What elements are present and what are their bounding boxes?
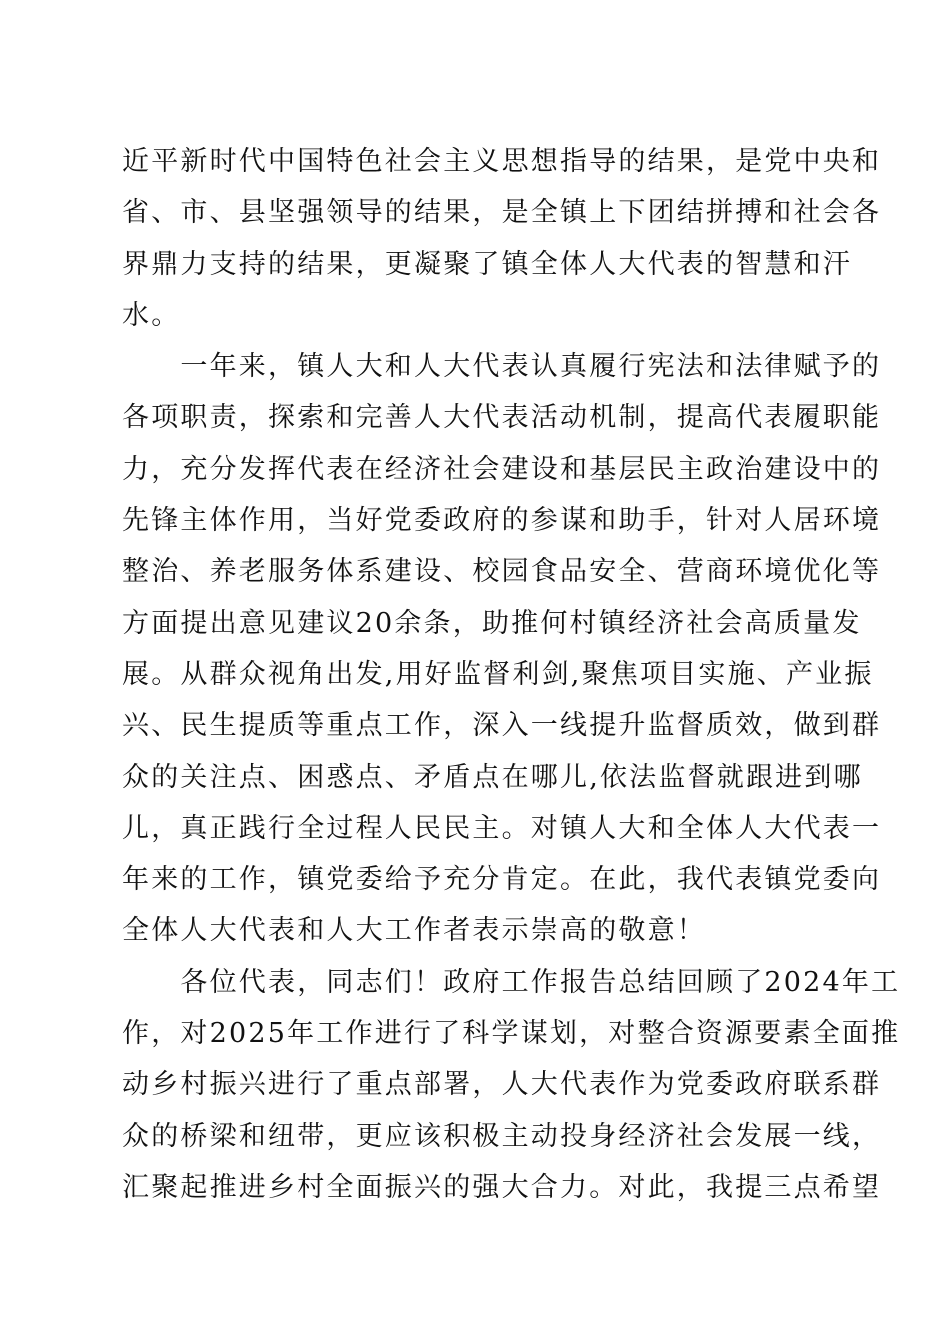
- text-line: 省、市、县坚强领导的结果，是全镇上下团结拼搏和社会各: [122, 197, 882, 229]
- text-line: 众的关注点、困惑点、矛盾点在哪儿,依法监督就跟进到哪: [122, 761, 863, 793]
- text-line: 全体人大代表和人大工作者表示崇高的敬意！: [122, 915, 706, 947]
- text-line: 年来的工作，镇党委给予充分肯定。在此，我代表镇党委向: [122, 864, 882, 896]
- text-line: 各位代表，同志们！政府工作报告总结回顾了2024年工: [122, 966, 901, 998]
- text-line: 众的桥梁和纽带，更应该积极主动投身经济社会发展一线，: [122, 1120, 882, 1152]
- document-body: [122, 136, 901, 1213]
- text-line: 动乡村振兴进行了重点部署，人大代表作为党委政府联系群: [122, 1069, 882, 1101]
- text-line: 先锋主体作用，当好党委政府的参谋和助手，针对人居环境: [122, 505, 882, 537]
- text-line: 水。: [122, 299, 181, 331]
- text-line: 各项职责，探索和完善人大代表活动机制，提高代表履职能: [122, 402, 882, 434]
- text-line: 汇聚起推进乡村全面振兴的强大合力。对此，我提三点希望: [122, 1171, 882, 1203]
- text-line: 作，对2025年工作进行了科学谋划，对整合资源要素全面推: [122, 1018, 901, 1050]
- text-line: 近平新时代中国特色社会主义思想指导的结果，是党中央和: [122, 146, 882, 177]
- text-line: 力，充分发挥代表在经济社会建设和基层民主政治建设中的: [122, 453, 882, 485]
- text-line: 一年来，镇人大和人大代表认真履行宪法和法律赋予的: [122, 351, 882, 383]
- text-line: 兴、民生提质等重点工作，深入一线提升监督质效，做到群: [122, 710, 882, 742]
- text-line: 整治、养老服务体系建设、校园食品安全、营商环境优化等: [122, 556, 882, 588]
- text-line: 界鼎力支持的结果，更凝聚了镇全体人大代表的智慧和汗: [122, 248, 852, 280]
- text-line: 展。从群众视角出发,用好监督利剑,聚焦项目实施、产业振: [122, 658, 874, 690]
- text-line: 儿，真正践行全过程人民民主。对镇人大和全体人大代表一: [122, 812, 882, 844]
- text-line: 方面提出意见建议20余条，助推何村镇经济社会高质量发: [122, 607, 862, 639]
